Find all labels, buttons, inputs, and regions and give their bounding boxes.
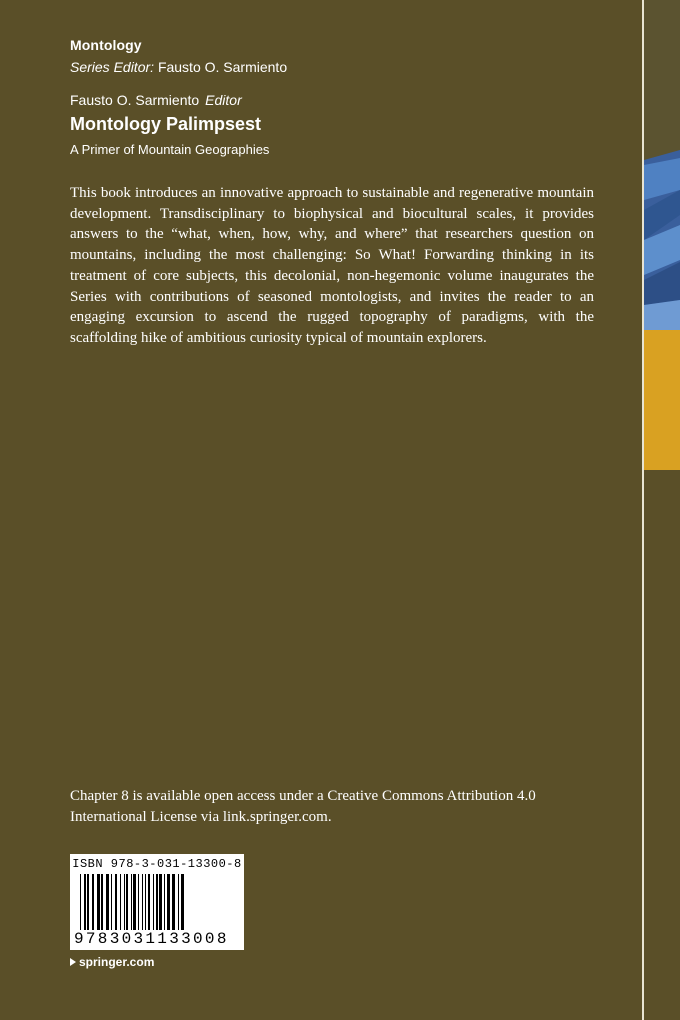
isbn-barcode (70, 854, 244, 950)
book-description: This book introduces an innovative approach to sustainable and regenerative mountain development. Transdisciplinary to biophysical and biocultural scales, it provides answers to the “what, when, how, why, and where” that researchers question on mountains, including the most challenging: So What! Forwarding thinking in its treatment of core subjects, this decolonial, non-hegemonic volume inaugurates the Series with contributions of seasoned montologists, and invites the reader to an engaging excursion to ascend the rugged topography of paradigms, with the scaffolding hike of ambitious curiosity typical of mountain explorers. (70, 185, 594, 346)
book-subtitle: A Primer of Mountain Geographies (70, 142, 270, 157)
arrow-right-icon (70, 958, 76, 966)
open-access-note: Chapter 8 is available open access under a Creative Commons Attribution 4.0 International License via link.springer.com. (70, 788, 536, 825)
book-editor-role: Editor (205, 92, 242, 108)
series-editor-label: Series Editor: (70, 59, 155, 75)
barcode-digits: 9783031133008 (74, 930, 229, 948)
series-title: Montology (70, 37, 142, 53)
book-title: Montology Palimpsest (70, 114, 262, 134)
series-editor (70, 59, 287, 75)
book-editor (70, 92, 242, 108)
book-editor-name: Fausto O. Sarmiento (70, 92, 200, 108)
isbn-label: ISBN 978-3-031-13300-8 (72, 857, 242, 871)
spine-cover-art (644, 0, 680, 1020)
publisher-link[interactable] (70, 955, 154, 969)
series-editor-name: Fausto O. Sarmiento (157, 59, 288, 75)
publisher-link-text: springer.com (79, 955, 155, 969)
barcode-bars (80, 874, 234, 930)
